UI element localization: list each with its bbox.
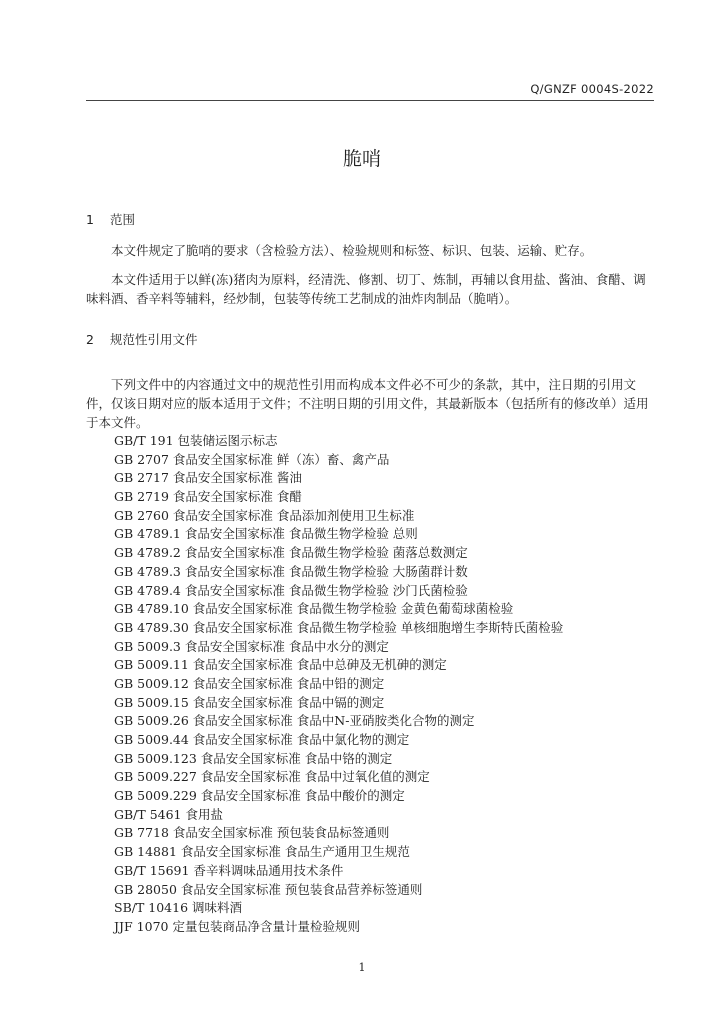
reference-item: GB 5009.12 食品安全国家标准 食品中铅的测定 bbox=[114, 675, 385, 691]
scope-paragraph-2: 本文件适用于以鲜(冻)猪肉为原料，经清洗、修割、切丁、炼制，再辅以食用盐、酱油、食醋、调味料酒、香辛料等辅料，经炒制，包装等传统工艺制成的油炸肉制品（脆哨）。 bbox=[86, 272, 646, 306]
section-heading-normative bbox=[86, 330, 198, 348]
reference-item: GB 4789.30 食品安全国家标准 食品微生物学检验 单核细胞增生李斯特氏菌检验 bbox=[114, 619, 564, 635]
reference-item: GB/T 5461 食用盐 bbox=[114, 806, 223, 822]
reference-item: GB/T 191 包装储运图示标志 bbox=[114, 433, 278, 448]
reference-item: JJF 1070 定量包装商品净含量计量检验规则 bbox=[114, 918, 360, 934]
reference-item: GB 4789.1 食品安全国家标准 食品微生物学检验 总则 bbox=[114, 526, 418, 542]
reference-item: GB 7718 食品安全国家标准 预包装食品标签通则 bbox=[114, 825, 390, 841]
section-title: 规范性引用文件 bbox=[109, 332, 198, 347]
reference-item: GB 5009.26 食品安全国家标准 食品中N-亚硝胺类化合物的测定 bbox=[114, 713, 475, 729]
document-code: Q/GNZF 0004S-2022 bbox=[530, 82, 654, 96]
reference-item: GB 5009.123 食品安全国家标准 食品中铬的测定 bbox=[114, 750, 393, 766]
document-title: 脆哨 bbox=[342, 148, 381, 170]
header-divider bbox=[86, 100, 654, 101]
reference-item: GB 5009.44 食品安全国家标准 食品中氯化物的测定 bbox=[114, 732, 410, 747]
section-title: 范围 bbox=[109, 212, 135, 227]
reference-item: GB 5009.3 食品安全国家标准 食品中水分的测定 bbox=[114, 638, 389, 654]
reference-item: GB 5009.227 食品安全国家标准 食品中过氧化值的测定 bbox=[114, 769, 430, 785]
reference-item: GB 2717 食品安全国家标准 酱油 bbox=[114, 470, 302, 486]
page-number: 1 bbox=[358, 961, 366, 974]
reference-item: GB 5009.229 食品安全国家标准 食品中酸价的测定 bbox=[114, 788, 405, 804]
reference-item: GB 5009.11 食品安全国家标准 食品中总砷及无机砷的测定 bbox=[114, 657, 447, 673]
reference-item: GB 4789.10 食品安全国家标准 食品微生物学检验 金黄色葡萄球菌检验 bbox=[114, 601, 514, 617]
scope-paragraph-1: 本文件规定了脆哨的要求（含检验方法）、检验规则和标签、标识、包装、运输、贮存。 bbox=[111, 243, 593, 258]
reference-item: GB 28050 食品安全国家标准 预包装食品营养标签通则 bbox=[114, 881, 423, 897]
section-number: 2 bbox=[86, 332, 94, 347]
reference-item: GB/T 15691 香辛料调味品通用技术条件 bbox=[114, 862, 344, 878]
reference-item: GB 2707 食品安全国家标准 鲜（冻）畜、禽产品 bbox=[114, 451, 390, 467]
reference-item: GB 5009.15 食品安全国家标准 食品中镉的测定 bbox=[114, 694, 385, 710]
reference-item: GB 4789.3 食品安全国家标准 食品微生物学检验 大肠菌群计数 bbox=[114, 563, 468, 579]
section-heading-scope bbox=[86, 210, 135, 228]
reference-item: GB 2719 食品安全国家标准 食醋 bbox=[114, 489, 302, 505]
reference-item: GB 14881 食品安全国家标准 食品生产通用卫生规范 bbox=[114, 844, 410, 860]
reference-item: GB 4789.2 食品安全国家标准 食品微生物学检验 菌落总数测定 bbox=[114, 545, 468, 561]
reference-list bbox=[114, 432, 563, 937]
reference-item: GB 4789.4 食品安全国家标准 食品微生物学检验 沙门氏菌检验 bbox=[114, 582, 468, 598]
section-number: 1 bbox=[86, 212, 94, 227]
normative-intro-paragraph: 下列文件中的内容通过文中的规范性引用而构成本文件必不可少的条款，其中，注日期的引用文件，仅该日期对应的版本适用于文件；不注明日期的引用文件，其最新版本（包括所有的修改单）适用于本文件。 bbox=[86, 377, 649, 430]
reference-item: GB 2760 食品安全国家标准 食品添加剂使用卫生标准 bbox=[114, 507, 415, 523]
reference-item: SB/T 10416 调味料酒 bbox=[114, 900, 243, 916]
